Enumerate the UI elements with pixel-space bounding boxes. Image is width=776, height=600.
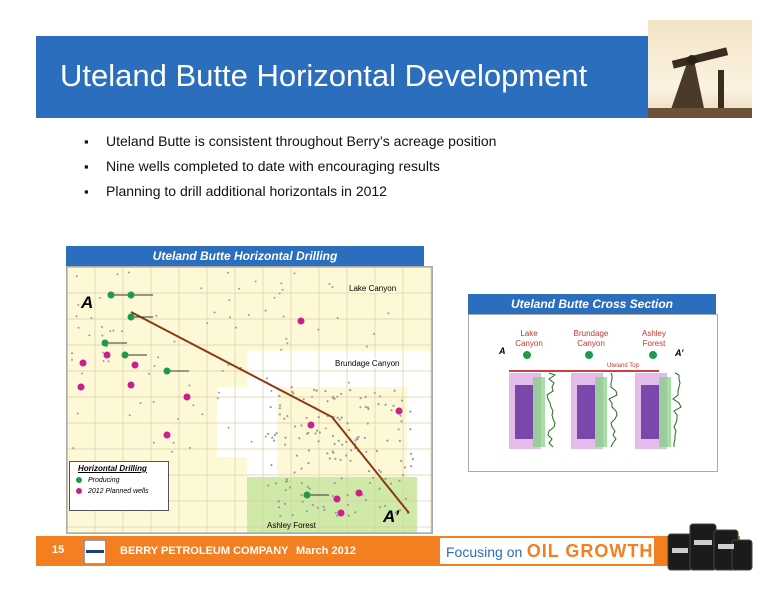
- bullet-marker: ▪: [84, 184, 89, 199]
- legend-planned-label: 2012 Planned wells: [87, 488, 149, 495]
- well-dot-lake: [523, 351, 531, 359]
- map-legend: [69, 461, 169, 511]
- map-point-a-label: A: [81, 293, 94, 312]
- planned-well: [184, 394, 191, 401]
- bullet-text: Uteland Butte is consistent throughout Berry’s acreage position: [106, 133, 497, 149]
- slide-title: Uteland Butte Horizontal Development: [60, 58, 588, 93]
- legend-title: Horizontal Drilling: [78, 464, 147, 473]
- uteland-top-marker-label: Uteland Top: [607, 363, 639, 369]
- planned-dot-icon: [76, 488, 82, 494]
- map-point-a-prime-label: A’: [383, 507, 400, 526]
- brundage-canyon-label: Brundage Canyon: [335, 359, 400, 368]
- drilling-map: [66, 266, 433, 534]
- cross-section-panel: [468, 314, 718, 472]
- planned-well: [128, 382, 135, 389]
- xs-well-lake-canyon: Lake Canyon: [515, 329, 543, 348]
- nyse-logo: [84, 540, 106, 564]
- planned-well: [164, 432, 171, 439]
- lake-canyon-label: Lake Canyon: [349, 284, 397, 293]
- tagline-lead: Focusing on: [446, 544, 523, 560]
- bullet-marker: ▪: [84, 134, 89, 149]
- planned-well: [298, 318, 305, 325]
- oil-pumpjack-photo: [648, 20, 752, 118]
- company-name: BERRY PETROLEUM COMPANY: [120, 545, 289, 557]
- planned-well: [338, 510, 345, 517]
- legend-producing: [70, 477, 168, 484]
- well-dot-ashley: [649, 351, 657, 359]
- planned-well: [334, 496, 341, 503]
- xs-point-a-prime: A’: [675, 348, 684, 358]
- planned-well: [308, 422, 315, 429]
- cross-section-header: Uteland Butte Cross Section: [468, 294, 716, 314]
- legend-producing-label: Producing: [87, 477, 120, 484]
- well-dot-brundage: [585, 351, 593, 359]
- producing-dot-icon: [76, 477, 82, 483]
- tagline-strong: OIL GROWTH: [526, 541, 654, 561]
- slide-number: 15: [52, 544, 65, 556]
- planned-well: [356, 490, 363, 497]
- ashley-forest-label: Ashley Forest: [267, 521, 316, 530]
- planned-well: [132, 362, 139, 369]
- bullet-text: Planning to drill additional horizontals in 2012: [106, 183, 387, 199]
- xs-well-ashley-forest: Ashley Forest: [641, 329, 666, 348]
- xs-well-brundage-canyon: Brundage Canyon: [573, 329, 609, 348]
- planned-well: [80, 360, 87, 367]
- bullet-marker: ▪: [84, 159, 89, 174]
- slide-date: March 2012: [296, 545, 356, 557]
- xs-point-a: A: [499, 346, 506, 356]
- planned-well: [104, 352, 111, 359]
- tagline: [440, 538, 654, 564]
- bullet-text: Nine wells completed to date with encouraging results: [106, 158, 440, 174]
- planned-well: [396, 408, 403, 415]
- legend-planned: [70, 488, 168, 495]
- oil-barrels-image: [664, 512, 754, 572]
- map-header: Uteland Butte Horizontal Drilling: [66, 246, 424, 266]
- planned-well: [78, 384, 85, 391]
